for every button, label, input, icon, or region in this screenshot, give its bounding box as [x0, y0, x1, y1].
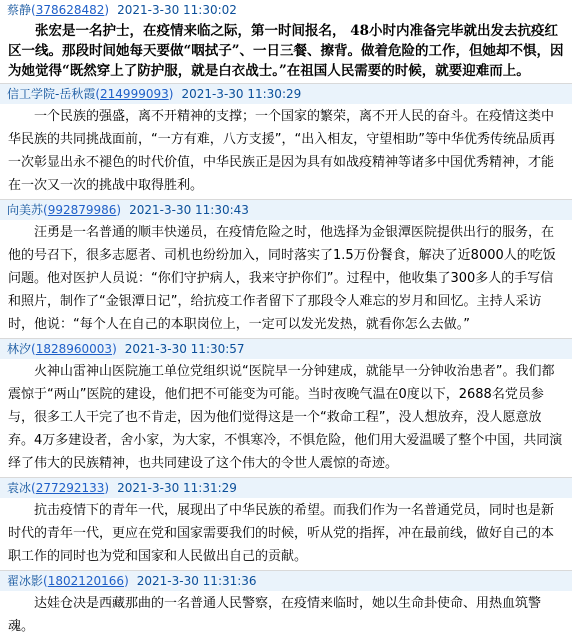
post-timestamp: 2021-3-30 11:30:29 — [181, 87, 302, 101]
post-content: 张宏是一名护士，在疫情来临之际，第一时间报名， 48小时内准备完毕就出发去抗疫红区一线。那段时间她每天要做“咽拭子”、一日三餐、擦背。做着危险的工作，但她却不惧，因为她觉得“既然穿上了防护服，就是白衣战士。”在祖国人民需要的时候，就要迎难而上。 — [0, 20, 572, 84]
author-name: 袁冰 — [7, 481, 32, 495]
post-content: 火神山雷神山医院施工单位党组织说“医院早一分钟建成，就能早一分钟收治患者”。我们都震惊于“两山”医院的建设，他们把不可能变为可能。当时夜晚气温在0度以下，2688名党员参与，很多工人干完了也不肯走，因为他们觉得这是一个“救命工程”，没人想放弃，没人愿意放弃。4万多建设者，舍小家，为大家，不惧寒冷，不惧危险，他们用大爱温暖了整个中国，共同演绎了伟大的民族精神，也共同建设了这个伟大的令世人震惊的奇迹。 — [0, 359, 572, 478]
user-id-link[interactable]: 277292133 — [35, 481, 105, 495]
user-id-link[interactable]: 992879986 — [47, 203, 117, 217]
post-timestamp: 2021-3-30 11:31:36 — [136, 574, 257, 588]
author-name: 向美苏 — [7, 203, 44, 217]
post-timestamp: 2021-3-30 11:30:57 — [124, 342, 245, 356]
user-id-link[interactable]: 378628482 — [35, 3, 105, 17]
user-id-link[interactable]: 214999093 — [100, 87, 169, 101]
post-timestamp: 2021-3-30 11:31:29 — [117, 481, 237, 495]
post-header: 向美苏(992879986) 2021-3-30 11:30:43 — [0, 200, 572, 220]
post-timestamp: 2021-3-30 11:30:43 — [129, 203, 249, 217]
post-header: 蔡静(378628482) 2021-3-30 11:30:02 — [0, 0, 572, 20]
user-id-link[interactable]: 1828960003 — [35, 342, 113, 356]
post-header: 信工学院-岳秋霞(214999093) 2021-3-30 11:30:29 — [0, 84, 572, 104]
post-content: 达娃仓决是西藏那曲的一名普通人民警察，在疫情来临时，她以生命卦使命、用热血筑警魂。 — [8, 596, 542, 634]
post-content: 汪勇是一名普通的顺丰快递员，在疫情危险之时，他选择为金银潭医院提供出行的服务，在他的号召下，很多志愿者、司机也纷纷加入，同时落实了1.5万份餐食，解决了近8000人的吃饭问题。他对医护人员说：“你们守护病人，我来守护你们”。过程中，他收集了300多人的手写信和照片，制作了“金银潭日记”，给抗疫工作者留下了那段令人难忘的岁月和回忆。主持人采访时，他说：“每个人在自己的本职岗位上，一定可以发光发热，就看你怎么去做。” — [0, 220, 572, 339]
post-content: 一个民族的强盛，离不开精神的支撑；一个国家的繁荣，离不开人民的奋斗。在疫情这类中华民族的共同挑战面前，“一方有难，八方支援”，“出入相友，守望相助”等中华优秀传统品质再一次彰显出永不褪色的时代价值，中华民族正是因为具有如战疫精神等诸多中国优秀精神，才能在一次又一次的挑战中取得胜利。 — [0, 104, 572, 200]
post-content: 抗击疫情下的青年一代，展现出了中华民族的希望。而我们作为一名普通党员，同时也是新时代的青年一代，更应在党和国家需要我们的时候，听从党的指挥，冲在最前线，做好自己的本职工作的同时也为党和国家和人民做出自己的贡献。 — [0, 498, 572, 571]
user-id-link[interactable]: 1802120166 — [47, 574, 125, 588]
author-name: 蔡静 — [7, 3, 32, 17]
post-header: 翟冰影(1802120166) 2021-3-30 11:31:36 — [0, 571, 572, 591]
post-header: 袁冰(277292133) 2021-3-30 11:31:29 — [0, 478, 572, 498]
author-name: 信工学院-岳秋霞 — [7, 87, 96, 101]
author-name: 林汐 — [7, 342, 32, 356]
post-timestamp: 2021-3-30 11:30:02 — [117, 3, 237, 17]
author-name: 翟冰影 — [7, 574, 44, 588]
post-header: 林汐(1828960003) 2021-3-30 11:30:57 — [0, 339, 572, 359]
